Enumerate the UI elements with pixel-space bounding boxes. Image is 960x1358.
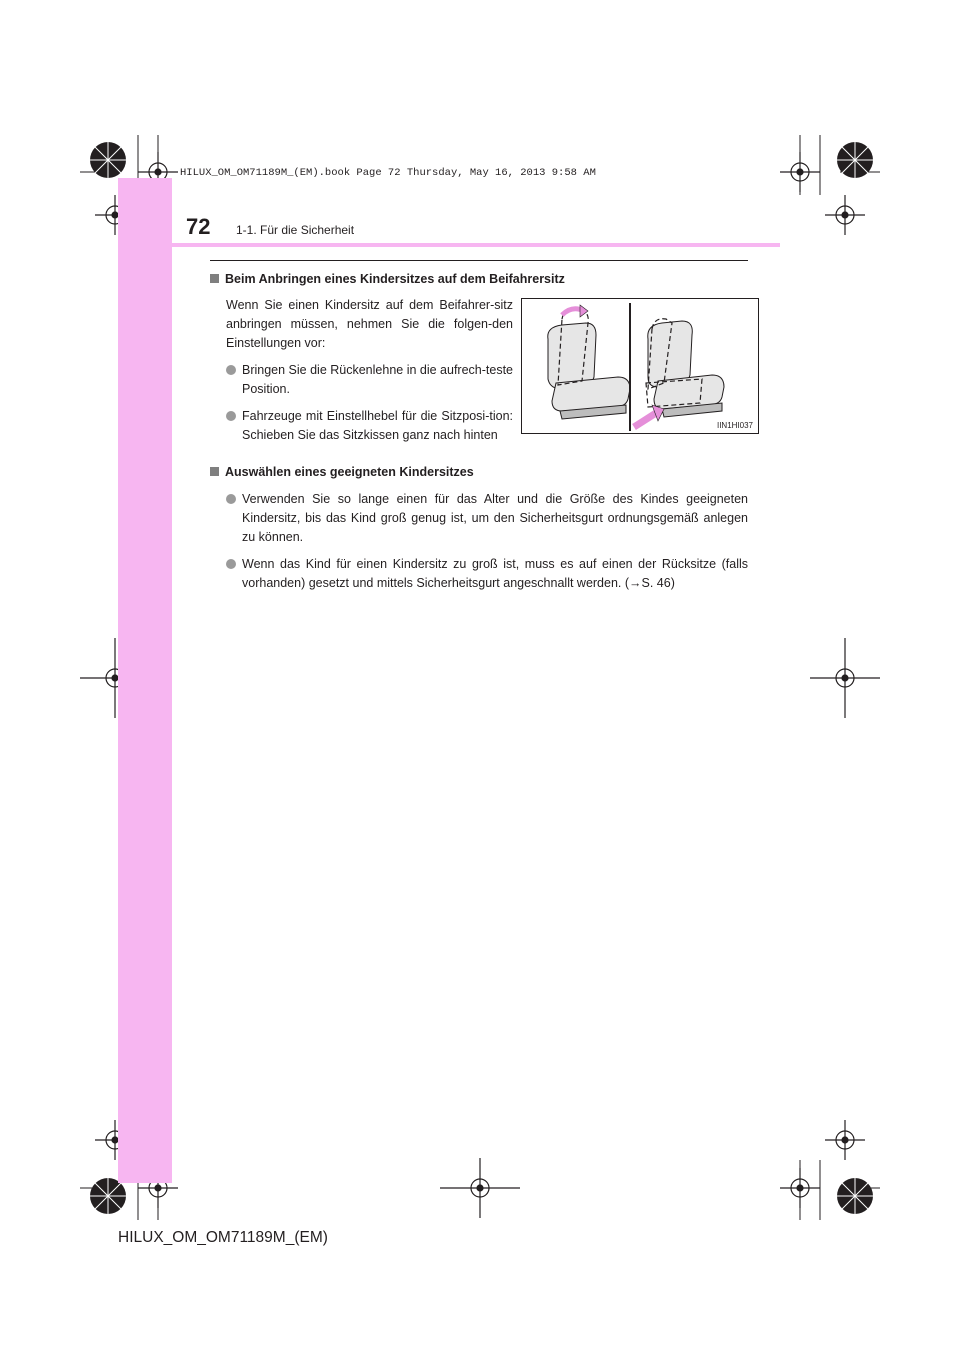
book-info-line: HILUX_OM_OM71189M_(EM).book Page 72 Thursday, May 16, 2013 9:58 AM: [180, 167, 596, 179]
section1-heading: Beim Anbringen eines Kindersitzes auf dem Beifahrersitz: [210, 272, 565, 286]
bullet-dot-icon: [226, 559, 236, 569]
section2-heading: Auswählen eines geeigneten Kindersitzes: [210, 465, 474, 479]
bullet-dot-icon: [226, 494, 236, 504]
content-divider: [210, 260, 748, 261]
bullet-dot-icon: [226, 365, 236, 375]
bullet-dot-icon: [226, 411, 236, 421]
section1-intro: Wenn Sie einen Kindersitz auf dem Beifahrer-sitz anbringen müssen, nehmen Sie die folgen-den Einstellungen vor:: [226, 298, 513, 350]
figure-code: IIN1HI037: [716, 421, 753, 430]
square-bullet-icon: [210, 274, 219, 283]
section1-body: [226, 296, 513, 445]
page-number: 72: [186, 214, 211, 239]
manual-code: HILUX_OM_OM71189M_(EM): [118, 1229, 328, 1246]
section2-body: [226, 482, 748, 593]
header-rule: [118, 243, 780, 247]
seat-illustration: [521, 298, 759, 434]
seat-right-icon: [648, 321, 724, 417]
list-item: Bringen Sie die Rückenlehne in die aufrech-teste Position.: [226, 361, 513, 399]
seat-left-icon: [548, 323, 630, 419]
arrow-back-icon: [634, 413, 656, 427]
section-title: 1-1. Für die Sicherheit: [236, 223, 355, 237]
list-item: Fahrzeuge mit Einstellhebel für die Sitzposi-tion: Schieben Sie das Sitzkissen ganz nach hinten: [226, 407, 513, 445]
page-side-bar: [118, 178, 172, 1183]
seat-drawing: [522, 299, 758, 433]
list-item: Wenn das Kind für einen Kindersitz zu groß ist, muss es auf einen der Rücksitze (falls vorhanden) gesetzt und mittels Sicherheitsgurt angeschnallt werden. (→S. 46): [226, 555, 748, 593]
list-item: Verwenden Sie so lange einen für das Alter und die Größe des Kindes geeigneten Kindersitz, bis das Kind groß genug ist, um den Sicherheitsgurt ordnungsgemäß anlegen zu können.: [226, 490, 748, 547]
square-bullet-icon: [210, 467, 219, 476]
